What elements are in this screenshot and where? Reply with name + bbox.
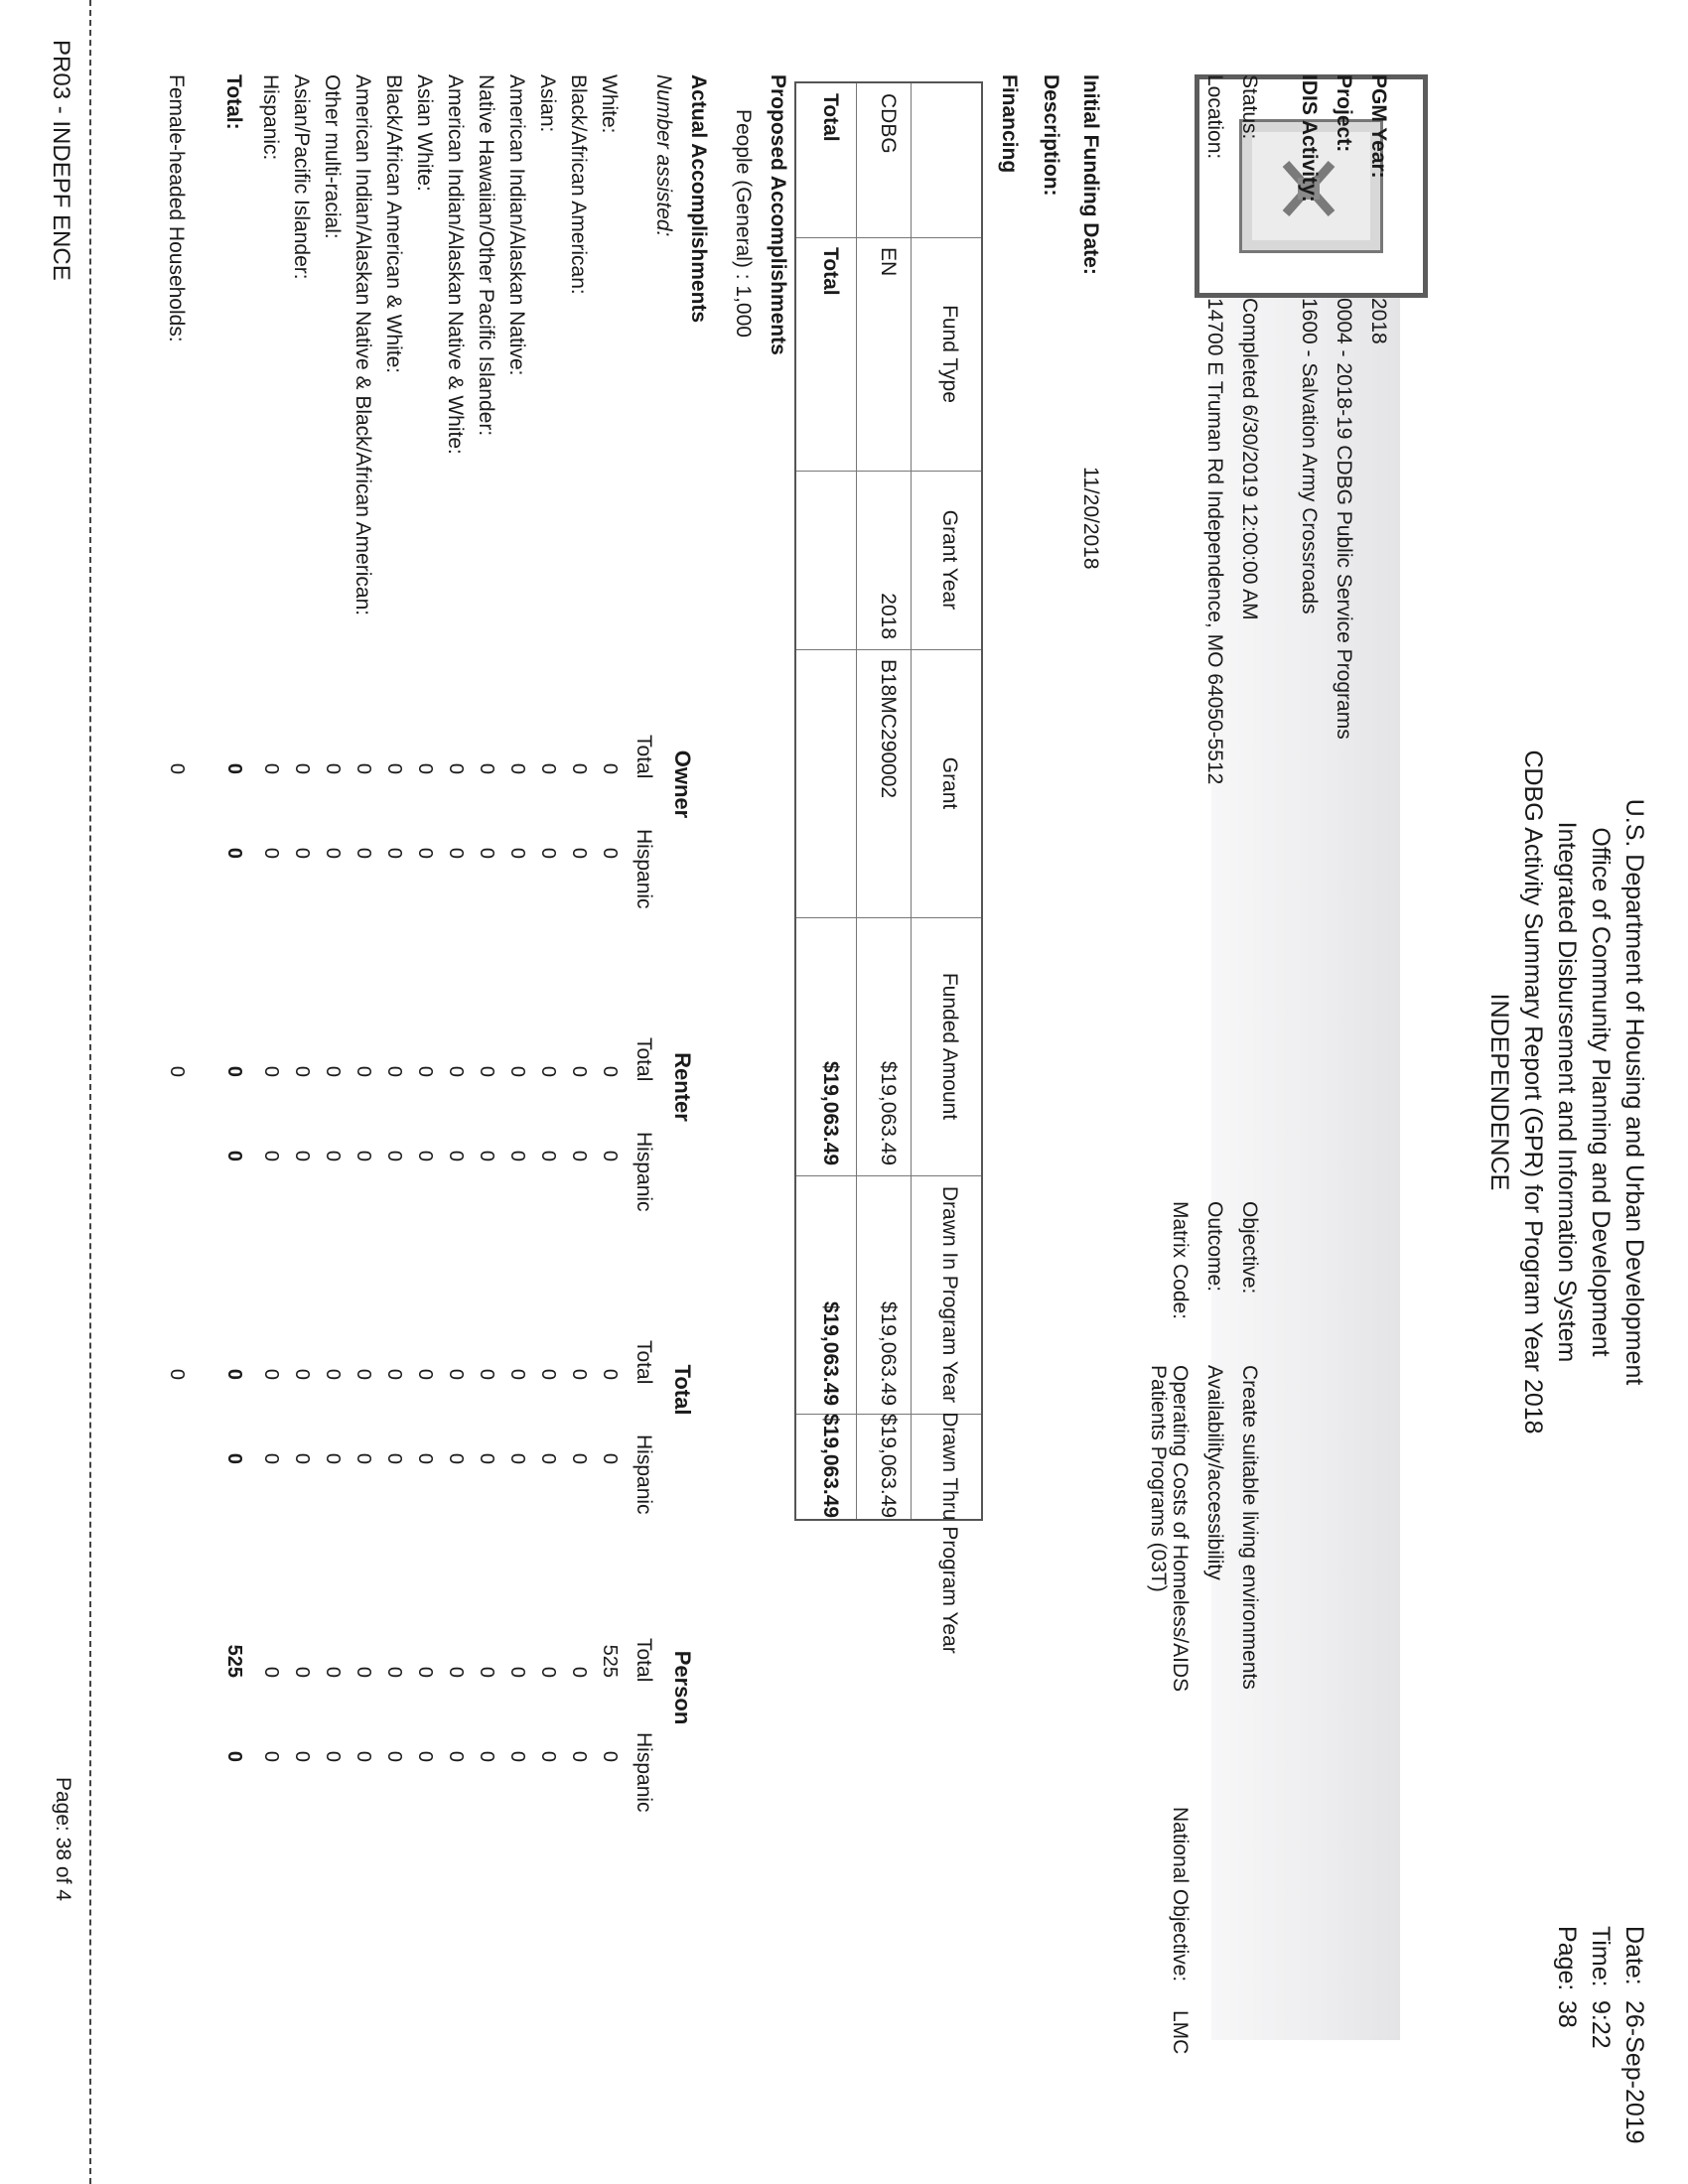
race-row-label: American Indian/Alaskan Native & Black/African American: — [352, 74, 374, 616]
date-value: 26-Sep-2019 — [1620, 2000, 1648, 2144]
idis-activity-value: 1600 - Salvation Army Crossroads — [1298, 298, 1321, 614]
col-hispanic: Hispanic — [633, 1434, 655, 1515]
col-grant-year: Grant Year — [938, 509, 961, 611]
race-row-value: 0 — [414, 1065, 436, 1077]
total-label-1: Total — [819, 93, 842, 142]
race-row-value: 0 — [291, 762, 313, 774]
race-row-value: 0 — [414, 1666, 436, 1678]
group-renter: Renter — [670, 1052, 695, 1122]
race-row-value: 0 — [414, 762, 436, 774]
col-total: Total — [633, 1638, 655, 1683]
fund-type-cell: EN — [877, 247, 900, 277]
col-total: Total — [633, 1340, 655, 1385]
race-row-value: 0 — [352, 1750, 374, 1762]
female-headed-value: 0 — [166, 1368, 188, 1380]
grantee-name: INDEPENDENCE — [1485, 993, 1513, 1191]
race-row-value: 0 — [568, 847, 590, 859]
race-row-value: 0 — [322, 1666, 344, 1678]
total-drawn-in: $19,063.49 — [819, 1300, 842, 1406]
race-row-value: 0 — [322, 1065, 344, 1077]
race-row-value: 0 — [291, 1750, 313, 1762]
race-row-value: 0 — [476, 1750, 497, 1762]
race-row-value: 0 — [383, 762, 405, 774]
idis-activity-label: IDIS Activity: — [1298, 74, 1321, 203]
page-value: 38 — [1553, 2000, 1581, 2028]
matrix-code-value-line1: Operating Costs of Homeless/AIDS — [1169, 1365, 1192, 1693]
race-row-value: 0 — [568, 1368, 590, 1380]
project-value: 0004 - 2018-19 CDBG Public Service Programs — [1333, 298, 1355, 740]
agency-line-1: U.S. Department of Housing and Urban Development — [1620, 798, 1648, 1386]
footer-rule — [89, 0, 91, 2184]
race-row-value: 0 — [352, 1666, 374, 1678]
race-row-value: 0 — [414, 1750, 436, 1762]
grant-cell: B18MC290002 — [877, 659, 900, 799]
race-row-value: 0 — [445, 1150, 467, 1161]
race-row-value: 0 — [476, 847, 497, 859]
col-fund-type: Fund Type — [938, 305, 961, 403]
race-row-value: 0 — [445, 762, 467, 774]
col-total: Total — [633, 1037, 655, 1082]
race-row-value: 0 — [506, 1150, 528, 1161]
race-row-label: Hispanic: — [259, 74, 282, 161]
financing-table — [794, 81, 983, 1654]
race-row-value: 0 — [568, 1452, 590, 1464]
race-row-value: 0 — [322, 1750, 344, 1762]
location-value: 14700 E Truman Rd Independence, MO 64050-5512 — [1203, 298, 1226, 785]
agency-line-2: Office of Community Planning and Development — [1587, 827, 1615, 1357]
race-row-value: 0 — [568, 1750, 590, 1762]
race-row-value: 0 — [383, 1750, 405, 1762]
race-row-label: American Indian/Alaskan Native: — [505, 74, 528, 376]
total-label-2: Total — [819, 247, 842, 296]
race-row-value: 0 — [476, 762, 497, 774]
description-label: Description: — [1040, 74, 1062, 197]
race-row-value: 0 — [291, 1452, 313, 1464]
race-row-value: 0 — [599, 1065, 621, 1077]
objective-label: Objective: — [1238, 1201, 1261, 1295]
race-row-value: 0 — [506, 1666, 528, 1678]
objective-value: Create suitable living environments — [1238, 1365, 1261, 1690]
number-assisted-label: Number assisted: — [652, 74, 675, 237]
proposed-item: People (General) : 1,000 — [732, 109, 755, 338]
race-row-label: Black/African American: — [567, 74, 590, 295]
pgm-year-label: PGM Year: — [1367, 74, 1390, 179]
race-row-value: 0 — [476, 1368, 497, 1380]
total-row-label: Total: — [222, 74, 245, 130]
race-row-value: 0 — [568, 1666, 590, 1678]
agency-line-3: Integrated Disbursement and Information System — [1553, 821, 1581, 1363]
col-total: Total — [633, 735, 655, 779]
race-row-value: 0 — [260, 847, 282, 859]
time-label: Time: — [1587, 1926, 1615, 1987]
race-row-value: 0 — [414, 847, 436, 859]
col-hispanic: Hispanic — [633, 1732, 655, 1813]
program-cell: CDBG — [877, 93, 900, 154]
group-owner: Owner — [670, 750, 695, 819]
race-row-value: 0 — [599, 1150, 621, 1161]
col-hispanic: Hispanic — [633, 1132, 655, 1212]
race-row-value: 0 — [445, 847, 467, 859]
race-row-value: 0 — [445, 1368, 467, 1380]
total-row-value: 0 — [223, 762, 245, 774]
national-objective-label: National Objective: — [1169, 1807, 1192, 1982]
race-row-value: 0 — [445, 1065, 467, 1077]
grant-year-cell: 2018 — [877, 593, 900, 639]
race-row-value: 0 — [260, 762, 282, 774]
race-row-value: 0 — [568, 1150, 590, 1161]
outcome-label: Outcome: — [1203, 1201, 1226, 1293]
race-row-value: 0 — [322, 1150, 344, 1161]
total-row-value: 525 — [223, 1644, 245, 1678]
drawn-in-cell: $19,063.49 — [877, 1300, 900, 1406]
col-drawn-in-program-year: Drawn In Program Year — [938, 1185, 961, 1404]
page-label: Page: — [1553, 1926, 1581, 1991]
race-row-value: 0 — [260, 1368, 282, 1380]
race-row-value: 0 — [260, 1150, 282, 1161]
race-row-value: 0 — [476, 1150, 497, 1161]
project-label: Project: — [1333, 74, 1355, 153]
race-row-value: 0 — [291, 1150, 313, 1161]
total-drawn-thru: $19,063.49 — [819, 1414, 842, 1519]
col-hispanic: Hispanic — [633, 829, 655, 909]
race-row-label: Asian/Pacific Islander: — [290, 74, 313, 280]
race-row-value: 0 — [506, 1065, 528, 1077]
race-row-value: 0 — [599, 1452, 621, 1464]
race-row-value: 0 — [476, 1666, 497, 1678]
race-row-label: White: — [598, 74, 621, 134]
race-row-value: 0 — [322, 1368, 344, 1380]
actual-accomplishments-title: Actual Accomplishments — [687, 74, 710, 324]
race-row-value: 0 — [383, 1452, 405, 1464]
race-row-value: 0 — [599, 762, 621, 774]
race-row-value: 0 — [537, 1065, 559, 1077]
report-title: CDBG Activity Summary Report (GPR) for Program Year 2018 — [1519, 750, 1547, 1434]
race-row-value: 0 — [537, 1666, 559, 1678]
race-row-value: 0 — [322, 847, 344, 859]
race-row-value: 0 — [537, 1150, 559, 1161]
national-objective-value: LMC — [1169, 2010, 1192, 2055]
race-row-value: 0 — [537, 1368, 559, 1380]
group-person: Person — [670, 1650, 695, 1725]
race-row-value: 0 — [414, 1368, 436, 1380]
race-row-label: American Indian/Alaskan Native & White: — [444, 74, 467, 455]
status-value: Completed 6/30/2019 12:00:00 AM — [1238, 298, 1261, 620]
race-row-value: 0 — [322, 1452, 344, 1464]
race-row-value: 0 — [599, 1750, 621, 1762]
race-row-value: 0 — [537, 1750, 559, 1762]
race-row-label: Native Hawaiian/Other Pacific Islander: — [475, 74, 497, 437]
race-row-value: 0 — [476, 1452, 497, 1464]
race-row-value: 0 — [352, 847, 374, 859]
race-row-value: 0 — [260, 1065, 282, 1077]
race-row-value: 0 — [506, 762, 528, 774]
initial-funding-value: 11/20/2018 — [1079, 467, 1102, 570]
proposed-accomplishments-title: Proposed Accomplishments — [767, 74, 789, 355]
race-row-value: 0 — [352, 1065, 374, 1077]
race-row-value: 525 — [599, 1644, 621, 1678]
race-row-value: 0 — [506, 1368, 528, 1380]
race-row-value: 0 — [383, 847, 405, 859]
race-row-value: 0 — [352, 1150, 374, 1161]
race-row-value: 0 — [599, 1368, 621, 1380]
race-row-value: 0 — [445, 1452, 467, 1464]
matrix-code-label: Matrix Code: — [1169, 1201, 1192, 1320]
race-row-value: 0 — [291, 1065, 313, 1077]
race-row-value: 0 — [352, 1368, 374, 1380]
total-funded-amount: $19,063.49 — [819, 1060, 842, 1165]
race-row-value: 0 — [260, 1452, 282, 1464]
race-row-value: 0 — [537, 1452, 559, 1464]
race-row-value: 0 — [260, 1666, 282, 1678]
race-row-value: 0 — [383, 1666, 405, 1678]
female-headed-value: 0 — [166, 1065, 188, 1077]
race-row-value: 0 — [352, 1452, 374, 1464]
drawn-thru-cell: $19,063.49 — [877, 1414, 900, 1519]
race-row-value: 0 — [445, 1666, 467, 1678]
race-row-label: Asian: — [536, 74, 559, 133]
col-grant: Grant — [938, 756, 961, 810]
race-row-value: 0 — [322, 762, 344, 774]
pgm-year-value: 2018 — [1367, 298, 1390, 344]
total-row-value: 0 — [223, 1065, 245, 1077]
female-headed-value: 0 — [166, 762, 188, 774]
financing-label: Financing — [998, 74, 1021, 174]
race-row-value: 0 — [506, 847, 528, 859]
initial-funding-label: Initial Funding Date: — [1079, 74, 1102, 275]
footer-page: Page: 38 of 4 — [52, 1777, 74, 1901]
race-row-value: 0 — [476, 1065, 497, 1077]
race-row-value: 0 — [291, 1666, 313, 1678]
date-label: Date: — [1620, 1926, 1648, 1985]
col-funded-amount: Funded Amount — [938, 972, 961, 1121]
race-row-value: 0 — [291, 1368, 313, 1380]
race-row-value: 0 — [506, 1452, 528, 1464]
race-row-value: 0 — [291, 847, 313, 859]
total-row-value: 0 — [223, 1750, 245, 1762]
race-row-label: Asian White: — [413, 74, 436, 192]
race-row-label: Other multi-racial: — [321, 74, 344, 239]
race-row-value: 0 — [537, 762, 559, 774]
race-row-value: 0 — [383, 1368, 405, 1380]
race-row-value: 0 — [506, 1750, 528, 1762]
race-row-label: Black/African American & White: — [382, 74, 405, 374]
status-label: Status: — [1238, 74, 1261, 140]
outcome-value: Availability/accessibility — [1203, 1365, 1226, 1580]
race-row-value: 0 — [568, 1065, 590, 1077]
race-row-value: 0 — [383, 1150, 405, 1161]
race-row-value: 0 — [599, 847, 621, 859]
female-headed-label: Female-headed Households: — [165, 74, 188, 342]
race-row-value: 0 — [537, 847, 559, 859]
total-row-value: 0 — [223, 1368, 245, 1380]
funded-amount-cell: $19,063.49 — [877, 1060, 900, 1165]
race-row-value: 0 — [414, 1150, 436, 1161]
race-row-value: 0 — [383, 1065, 405, 1077]
time-value: 9:22 — [1587, 2000, 1615, 2049]
race-row-value: 0 — [352, 762, 374, 774]
total-row-value: 0 — [223, 1452, 245, 1464]
race-row-value: 0 — [260, 1750, 282, 1762]
total-row-value: 0 — [223, 847, 245, 859]
col-drawn-thru-program-year: Drawn Thru Program Year — [938, 1412, 961, 1654]
total-row-value: 0 — [223, 1150, 245, 1161]
race-row-value: 0 — [414, 1452, 436, 1464]
race-row-value: 0 — [568, 762, 590, 774]
race-row-value: 0 — [445, 1750, 467, 1762]
footer-report-id: PR03 - INDEPF ENCE — [48, 40, 74, 281]
group-total: Total — [670, 1364, 695, 1416]
location-label: Location: — [1203, 74, 1226, 160]
matrix-code-value-line2: Patients Programs (03T) — [1147, 1365, 1170, 1592]
